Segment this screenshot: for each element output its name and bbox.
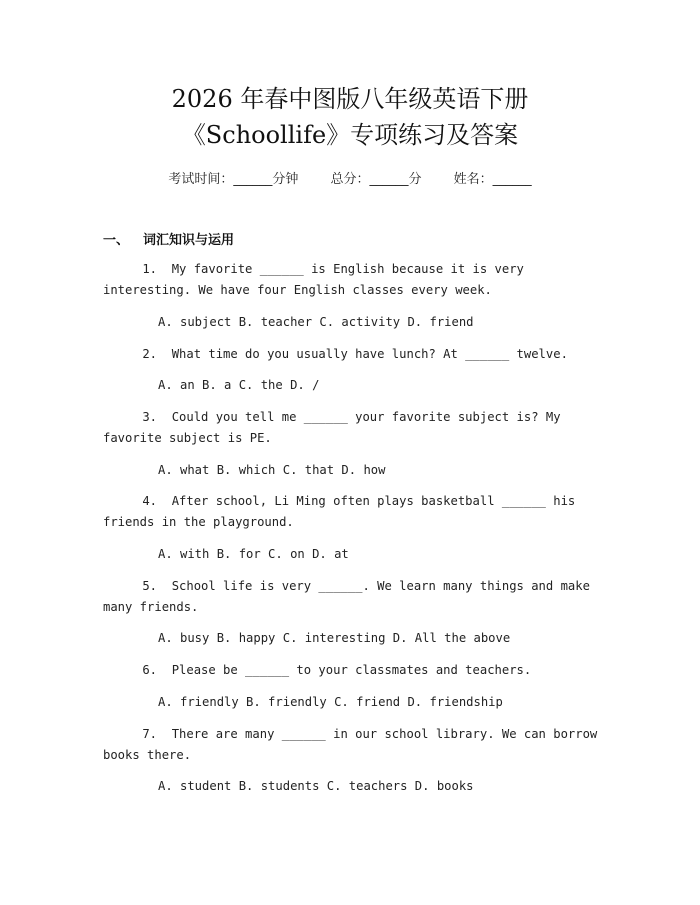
- question-number: 2.: [142, 347, 157, 361]
- question-3: [103, 407, 603, 449]
- question-1: [103, 259, 603, 301]
- question-number: 7.: [142, 727, 157, 741]
- question-text: School life is very ______. We learn many things and make many friends.: [103, 579, 598, 614]
- question-text: What time do you usually have lunch? At ______ twelve.: [171, 347, 568, 361]
- question-5: [103, 576, 603, 618]
- question-number: 4.: [142, 494, 157, 508]
- question-5-options: A. busy B. happy C. interesting D. All the above: [158, 631, 511, 645]
- question-7: [103, 724, 603, 766]
- question-text: Could you tell me ______ your favorite subject is? My favorite subject is PE.: [103, 410, 568, 445]
- question-7-options: A. student B. students C. teachers D. books: [158, 779, 474, 793]
- question-number: 3.: [142, 410, 157, 424]
- document-title-line-2: 《Schoollife》专项练习及答案: [181, 121, 519, 149]
- question-number: 6.: [142, 663, 157, 677]
- section-number: 一、: [103, 233, 130, 248]
- document-title-line-1: 2026 年春中图版八年级英语下册: [171, 85, 529, 113]
- question-text: There are many ______ in our school library. We can borrow books there.: [103, 727, 605, 762]
- question-text: Please be ______ to your classmates and teachers.: [171, 663, 532, 677]
- question-1-options: A. subject B. teacher C. activity D. friend: [158, 315, 474, 329]
- section-heading: [103, 229, 234, 248]
- question-6: [103, 660, 603, 681]
- exam-time: 考试时间：______分钟: [168, 172, 299, 187]
- exam-score: 总分：______分: [330, 172, 422, 187]
- question-3-options: A. what B. which C. that D. how: [158, 463, 386, 477]
- question-number: 5.: [142, 579, 157, 593]
- question-4-options: A. with B. for C. on D. at: [158, 547, 349, 561]
- question-6-options: A. friendly B. friendly C. friend D. friendship: [158, 695, 503, 709]
- exam-info: [0, 168, 700, 187]
- question-number: 1.: [142, 262, 157, 276]
- question-text: My favorite ______ is English because it is very interesting. We have four English classes every week.: [103, 262, 532, 297]
- question-2: [103, 344, 603, 365]
- question-2-options: A. an B. a C. the D. /: [158, 378, 320, 392]
- question-4: [103, 491, 603, 533]
- exam-name: 姓名：______: [453, 172, 532, 187]
- section-title: 词汇知识与运用: [143, 233, 235, 248]
- question-text: After school, Li Ming often plays basketball ______ his friends in the playground.: [103, 494, 583, 529]
